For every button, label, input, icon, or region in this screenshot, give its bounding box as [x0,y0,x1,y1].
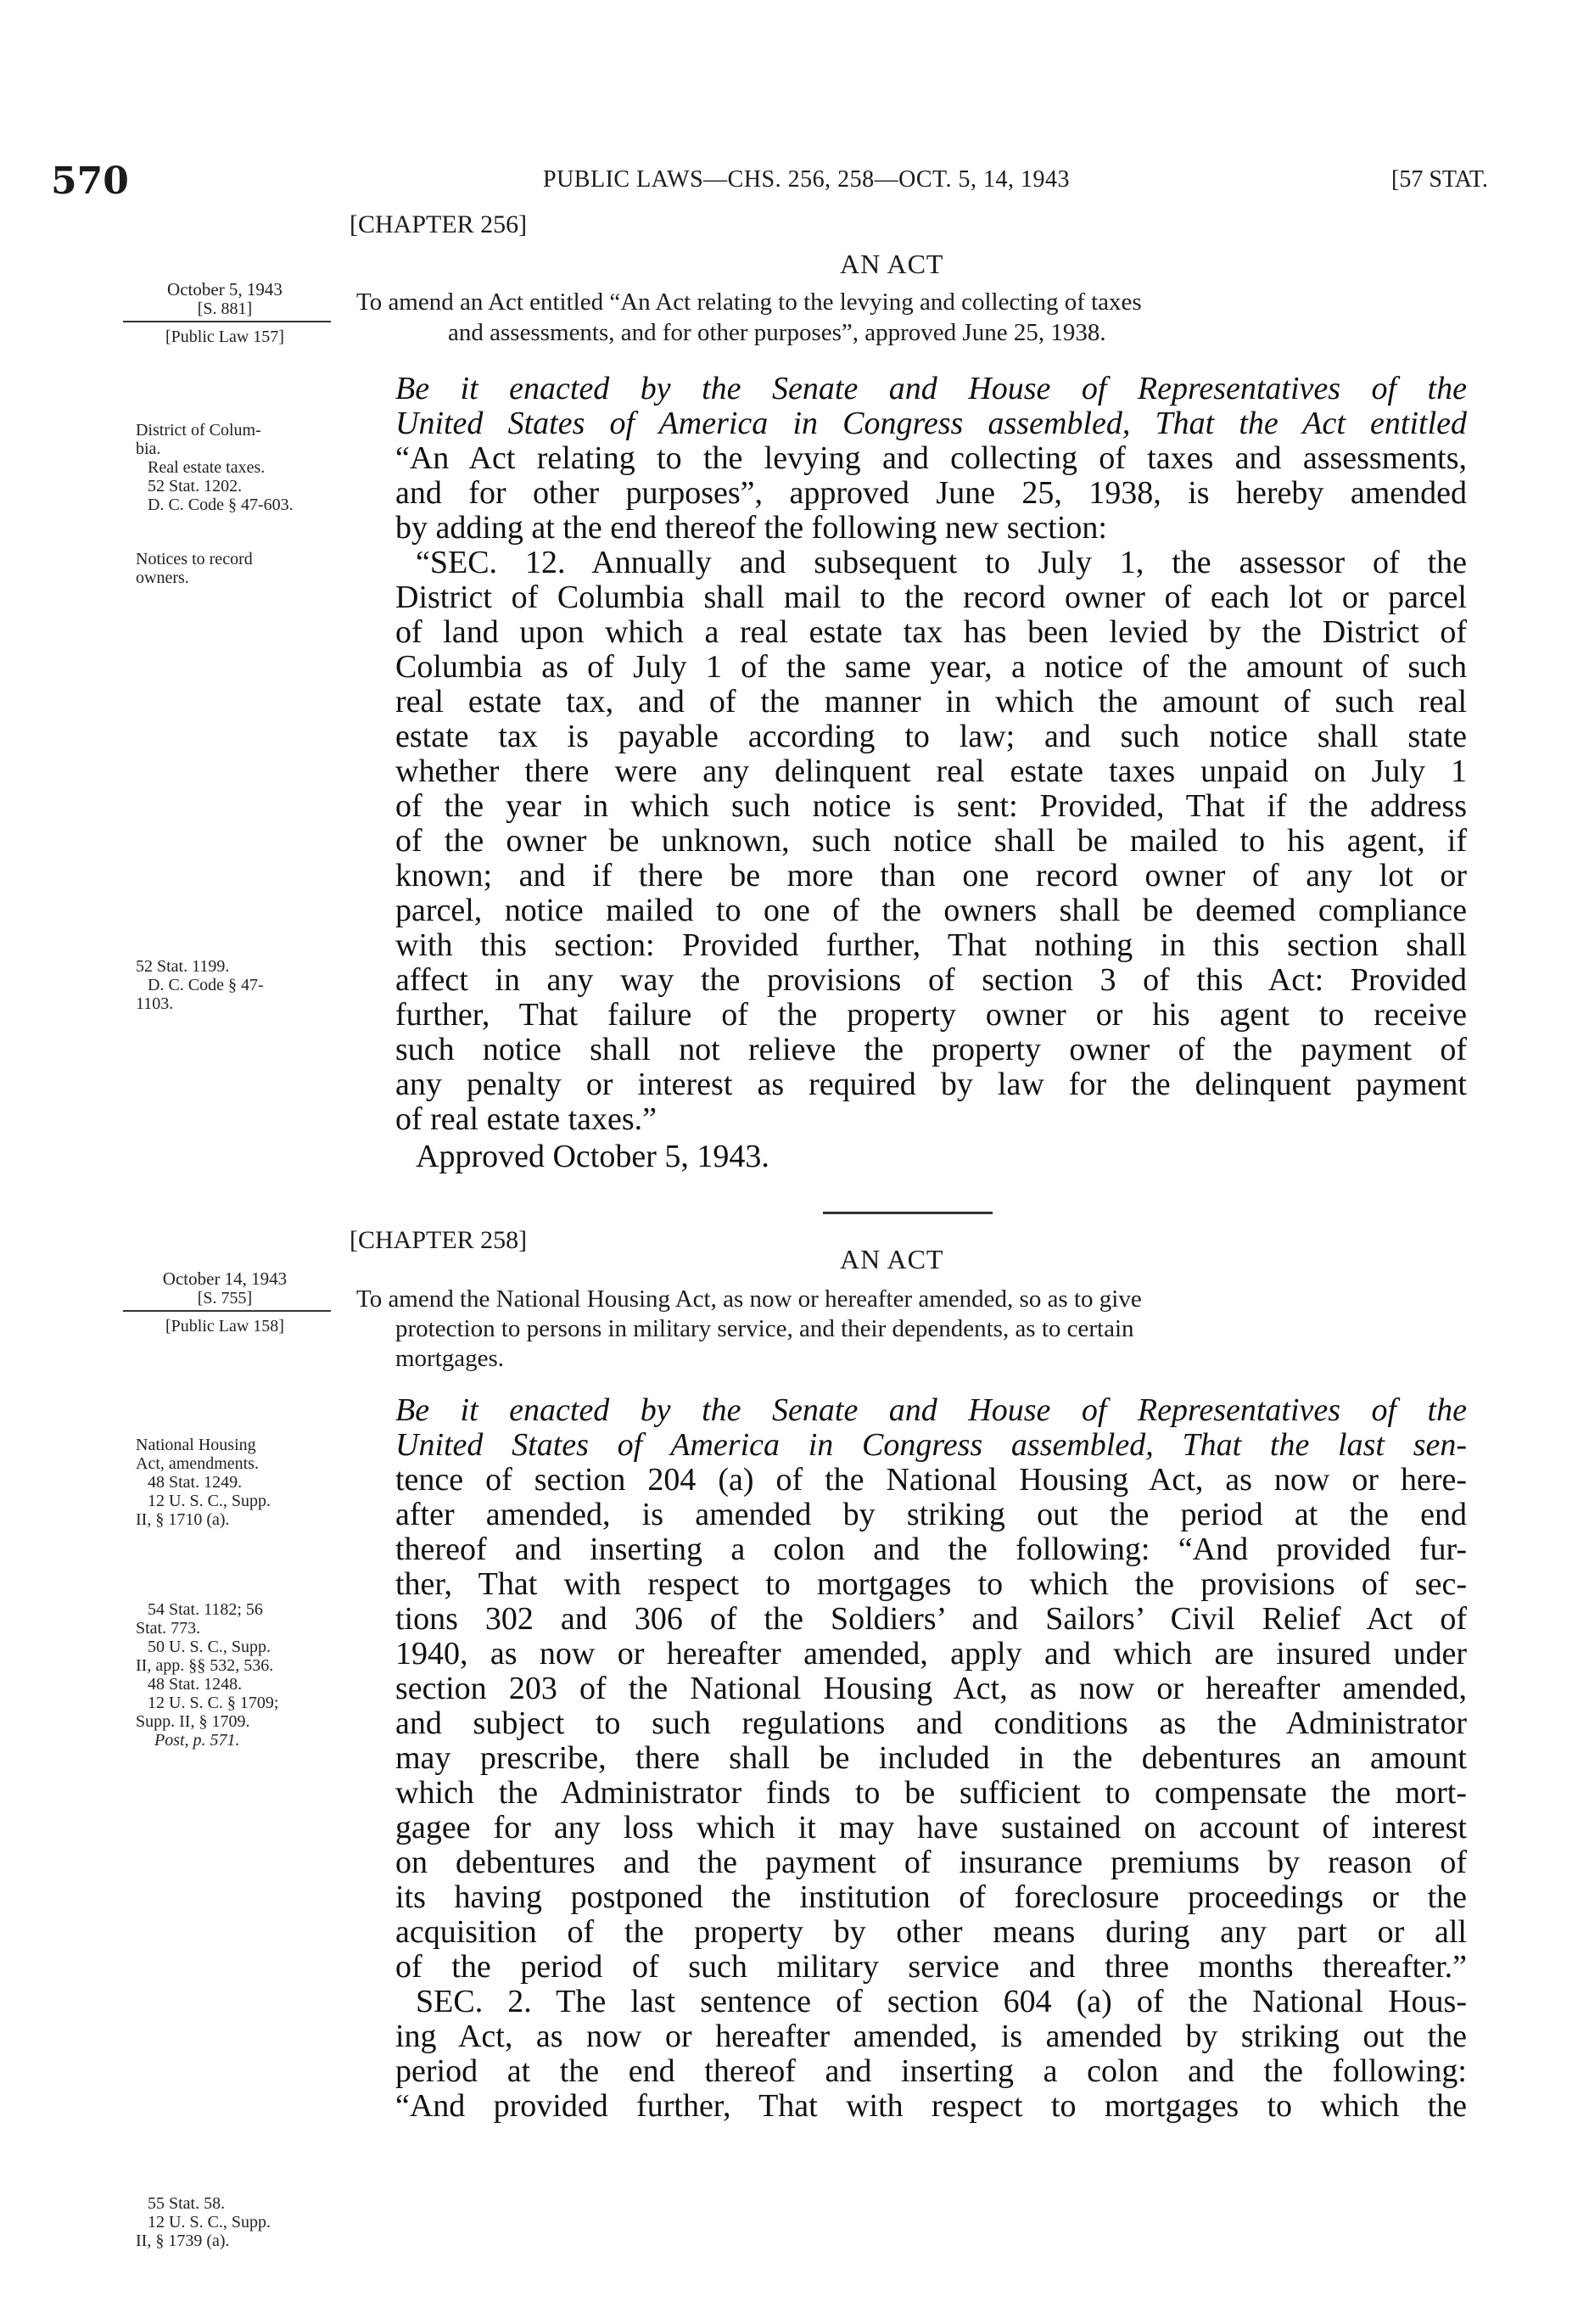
margin-line: bia. [136,440,161,458]
chapter-256-margin-note-1 [136,421,294,514]
text-line: such notice shall not relieve the property owner of the payment of [395,1032,1467,1067]
text-line: affect in any way the provisions of section 3 of this Act: Provided [395,962,1467,998]
text-line: Columbia as of July 1 of the same year, a notice of the amount of such [395,649,1467,685]
margin-line: Stat. 773. [136,1619,201,1638]
margin-line: owners. [136,568,189,587]
margin-line: Post, p. 571. [154,1731,240,1750]
text-line: of land upon which a real estate tax has been levied by the District of [395,614,1467,650]
text-line: 1940, as now or hereafter amended, apply and which are insured under [395,1636,1467,1672]
text-line: on debentures and the payment of insurance premiums by reason of [395,1845,1467,1880]
text-line: of the year in which such notice is sent: Provided, That if the address [395,788,1467,824]
text-line: known; and if there be more than one record owner of any lot or [395,858,1467,893]
chapter-258-margin-note-1 [136,1436,271,1529]
chapter-256-date: October 5, 1943 [167,279,283,300]
chapter-258-date: October 14, 1943 [162,1268,288,1289]
text-line: by adding at the end thereof the following new section: [395,510,1107,546]
chapter-258-margin-rule [123,1310,331,1312]
chapter-256-title-line-2: and assessments, and for other purposes”, approved June 25, 1938. [448,319,1106,346]
volume-reference: [57 STAT. [1391,166,1488,193]
chapter-256-margin-note-3 [136,957,264,1013]
text-line: of the owner be unknown, such notice shall be mailed to his agent, if [395,823,1467,859]
margin-line: D. C. Code § 47-603. [148,496,294,514]
margin-line: II, § 1710 (a). [136,1510,230,1529]
text-line: and subject to such regulations and conditions as the Administrator [395,1705,1467,1741]
running-head: PUBLIC LAWS—CHS. 256, 258—OCT. 5, 14, 1943 [543,166,1071,193]
margin-line: National Housing [136,1436,256,1454]
margin-line: 52 Stat. 1202. [148,477,243,496]
chapter-256-margin-note-2 [136,550,253,587]
text-line: its having postponed the institution of foreclosure proceedings or the [395,1879,1467,1915]
margin-line: Notices to record [136,550,253,568]
margin-line: 1103. [136,994,174,1013]
margin-line: 12 U. S. C., Supp. [148,2213,271,2232]
chapter-258-public-law: [Public Law 158] [165,1317,284,1336]
text-line: and for other purposes”, approved June 25, 1938, is hereby amended [395,475,1467,511]
margin-line: Supp. II, § 1709. [136,1712,250,1731]
text-line: may prescribe, there shall be included in the debentures an amount [395,1740,1467,1776]
margin-line: Act, amendments. [136,1454,259,1473]
text-line: ther, That with respect to mortgages to which the provisions of sec- [395,1566,1467,1602]
chapter-256-an-act: AN ACT [840,249,944,279]
chapter-258-title-line-3: mortgages. [395,1345,505,1372]
text-line: thereof and inserting a colon and the following: “And provided fur- [395,1532,1467,1567]
margin-line: 50 U. S. C., Supp. [148,1638,271,1656]
text-line: Be it enacted by the Senate and House of Representatives of the [395,1392,1467,1428]
text-line: United States of America in Congress assembled, That the Act entitled [395,406,1467,441]
text-line: section 203 of the National Housing Act, as now or hereafter amended, [395,1671,1467,1706]
chapter-256-heading: [CHAPTER 256] [350,210,528,238]
text-line: “An Act relating to the levying and collecting of taxes and assessments, [395,440,1467,476]
margin-line: D. C. Code § 47- [148,976,264,994]
text-line: real estate tax, and of the manner in which the amount of such real [395,684,1467,720]
chapter-258-an-act: AN ACT [840,1244,944,1274]
text-line: SEC. 2. The last sentence of section 604 (a) of the National Hous- [416,1984,1467,2019]
text-line: United States of America in Congress assembled, That the last sen- [395,1427,1467,1463]
text-line: ing Act, as now or hereafter amended, is amended by striking out the [395,2019,1467,2054]
margin-line: 12 U. S. C. § 1709; [148,1694,279,1712]
margin-line: II, § 1739 (a). [136,2232,230,2250]
text-line: estate tax is payable according to law; and such notice shall state [395,719,1467,754]
text-line: period at the end thereof and inserting a colon and the following: [395,2053,1467,2089]
text-line: gagee for any loss which it may have sustained on account of interest [395,1810,1467,1845]
text-line: tions 302 and 306 of the Soldiers’ and Sailors’ Civil Relief Act of [395,1601,1467,1637]
text-line: whether there were any delinquent real estate taxes unpaid on July 1 [395,753,1467,789]
chapter-258-title-line-1: To amend the National Housing Act, as now or hereafter amended, so as to give [356,1285,1142,1313]
chapter-256-margin-rule [123,321,331,322]
text-line: further, That failure of the property owner or his agent to receive [395,997,1467,1033]
margin-line: 52 Stat. 1199. [136,957,230,976]
text-line: District of Columbia shall mail to the record owner of each lot or parcel [395,580,1467,615]
margin-line: 48 Stat. 1248. [148,1675,243,1694]
chapter-258-title-line-2: protection to persons in military service, and their dependents, as to certain [395,1315,1134,1342]
margin-line: District of Colum- [136,421,261,440]
text-line: tence of section 204 (a) of the National Housing Act, as now or here- [395,1462,1467,1498]
approved-line: Approved October 5, 1943. [416,1139,769,1174]
margin-line: II, app. §§ 532, 536. [136,1656,274,1675]
chapter-256-bill: [S. 881] [197,300,253,318]
text-line: any penalty or interest as required by law for the delinquent payment [395,1067,1467,1102]
margin-line: 48 Stat. 1249. [148,1473,243,1492]
margin-line: 54 Stat. 1182; 56 [148,1600,263,1619]
chapter-258-margin-note-2 [136,1600,278,1750]
chapter-256-public-law: [Public Law 157] [165,328,284,346]
text-line: parcel, notice mailed to one of the owners shall be deemed compliance [395,893,1467,928]
margin-line: Real estate taxes. [148,458,266,477]
text-line: of the period of such military service and three months thereafter.” [395,1949,1467,1985]
chapter-256-title-line-1: To amend an Act entitled “An Act relating to the levying and collecting of taxes [356,288,1142,316]
text-line: acquisition of the property by other means during any part or all [395,1914,1467,1950]
text-line: of real estate taxes.” [395,1101,657,1137]
chapter-258-bill: [S. 755] [197,1289,253,1308]
page-number: 570 [51,160,129,203]
margin-line: 12 U. S. C., Supp. [148,1492,271,1510]
text-line: “And provided further, That with respect to mortgages to which the [395,2088,1467,2124]
text-line: with this section: Provided further, That nothing in this section shall [395,927,1467,963]
text-line: Be it enacted by the Senate and House of Representatives of the [395,371,1467,406]
section-separator [823,1212,993,1214]
text-line: after amended, is amended by striking out the period at the end [395,1497,1467,1532]
text-line: “SEC. 12. Annually and subsequent to July 1, the assessor of the [416,545,1467,580]
chapter-258-heading: [CHAPTER 258] [350,1226,528,1254]
margin-line: 55 Stat. 58. [148,2194,226,2213]
chapter-258-margin-note-3 [136,2194,271,2250]
text-line: which the Administrator finds to be sufficient to compensate the mort- [395,1775,1467,1811]
